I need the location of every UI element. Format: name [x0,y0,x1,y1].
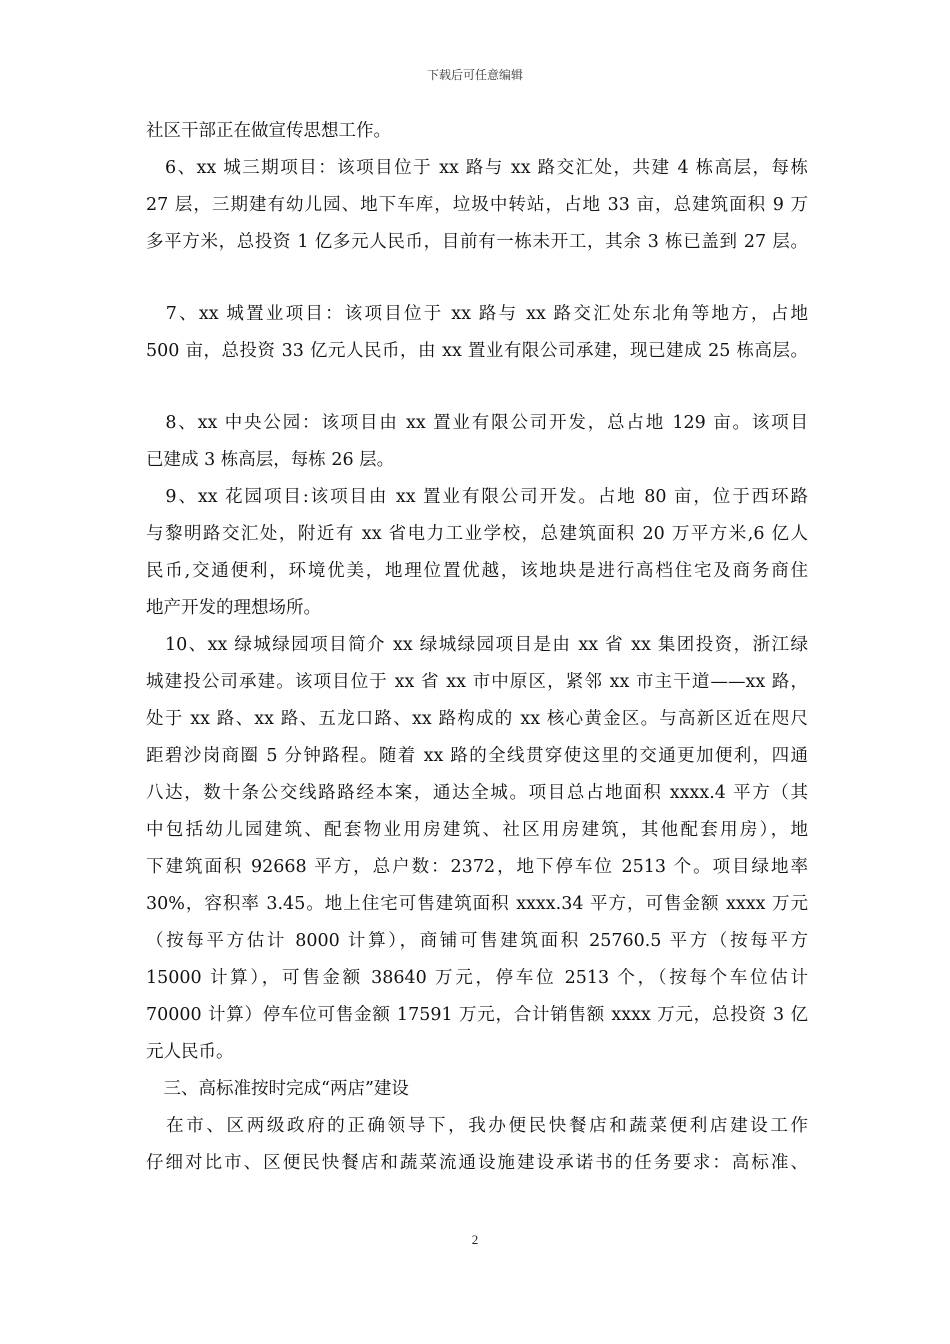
section-heading: 三、高标准按时完成“两店”建设 [146,1079,409,1099]
page-number: 2 [471,1232,479,1247]
text-line: 30%，容积率 3.45。地上住宅可售建筑面积 xxxx.34 平方，可售金额 xxxx 万元 [146,894,808,914]
paragraph-gap [146,266,808,301]
text-line: 民币,交通便利，环境优美，地理位置优越，该地块是进行高档住宅及商务商住 [146,561,808,581]
text-line: 已建成 3 栋高层，每栋 26 层。 [146,450,395,470]
text-line: 27 层，三期建有幼儿园、地下车库，垃圾中转站，占地 33 亩，总建筑面积 9 万 [146,195,808,215]
text-line: 10、xx 绿城绿园项目简介 xx 绿城绿园项目是由 xx 省 xx 集团投资，浙江绿 [146,635,808,655]
text-line: （按每平方估计 8000 计算），商铺可售建筑面积 25760.5 平方（按每平方 [146,931,808,951]
text-line: 9、xx 花园项目:该项目由 xx 置业有限公司开发。占地 80 亩，位于西环路 [146,487,808,507]
text-line: 与黎明路交汇处，附近有 xx 省电力工业学校，总建筑面积 20 万平方米,6 亿人 [146,524,808,544]
paragraph-gap [146,375,808,410]
page-header: 下载后可任意编辑 [426,68,523,82]
text-line: 八达，数十条公交线路路经本案，通达全城。项目总占地面积 xxxx.4 平方（其 [146,783,808,803]
text-line: 在市、区两级政府的正确领导下，我办便民快餐店和蔬菜便利店建设工作 [146,1116,808,1136]
text-line: 地产开发的理想场所。 [146,598,321,618]
text-line: 社区干部正在做宣传思想工作。 [146,121,391,141]
text-line: 距碧沙岗商圈 5 分钟路程。随着 xx 路的全线贯穿使这里的交通更加便利，四通 [146,746,808,766]
text-line: 处于 xx 路、xx 路、五龙口路、xx 路构成的 xx 核心黄金区。与高新区近在咫尺 [146,709,808,729]
text-line: 中包括幼儿园建筑、配套物业用房建筑、社区用房建筑，其他配套用房），地 [146,820,808,840]
text-line: 6、xx 城三期项目：该项目位于 xx 路与 xx 路交汇处，共建 4 栋高层，每栋 [146,158,808,178]
document-body [146,118,808,1187]
text-line: 500 亩，总投资 33 亿元人民币，由 xx 置业有限公司承建，现已建成 25 栋高层。 [146,341,808,361]
text-line: 多平方米，总投资 1 亿多元人民币，目前有一栋未开工，其余 3 栋已盖到 27 层。 [146,232,808,252]
text-line: 下建筑面积 92668 平方，总户数：2372，地下停车位 2513 个。项目绿地率 [146,857,808,877]
text-line: 元人民币。 [146,1042,234,1062]
text-line: 15000 计算），可售金额 38640 万元，停车位 2513 个，（按每个车位估计 [146,968,808,988]
text-line: 8、xx 中央公园：该项目由 xx 置业有限公司开发，总占地 129 亩。该项目 [146,413,808,433]
text-line: 7、xx 城置业项目：该项目位于 xx 路与 xx 路交汇处东北角等地方，占地 [146,304,808,324]
text-line: 城建投公司承建。该项目位于 xx 省 xx 市中原区，紧邻 xx 市主干道——xx 路， [146,672,808,692]
text-line: 70000 计算）停车位可售金额 17591 万元，合计销售额 xxxx 万元，总投资 3 亿 [146,1005,808,1025]
text-line: 仔细对比市、区便民快餐店和蔬菜流通设施建设承诺书的任务要求：高标准、 [146,1153,808,1173]
